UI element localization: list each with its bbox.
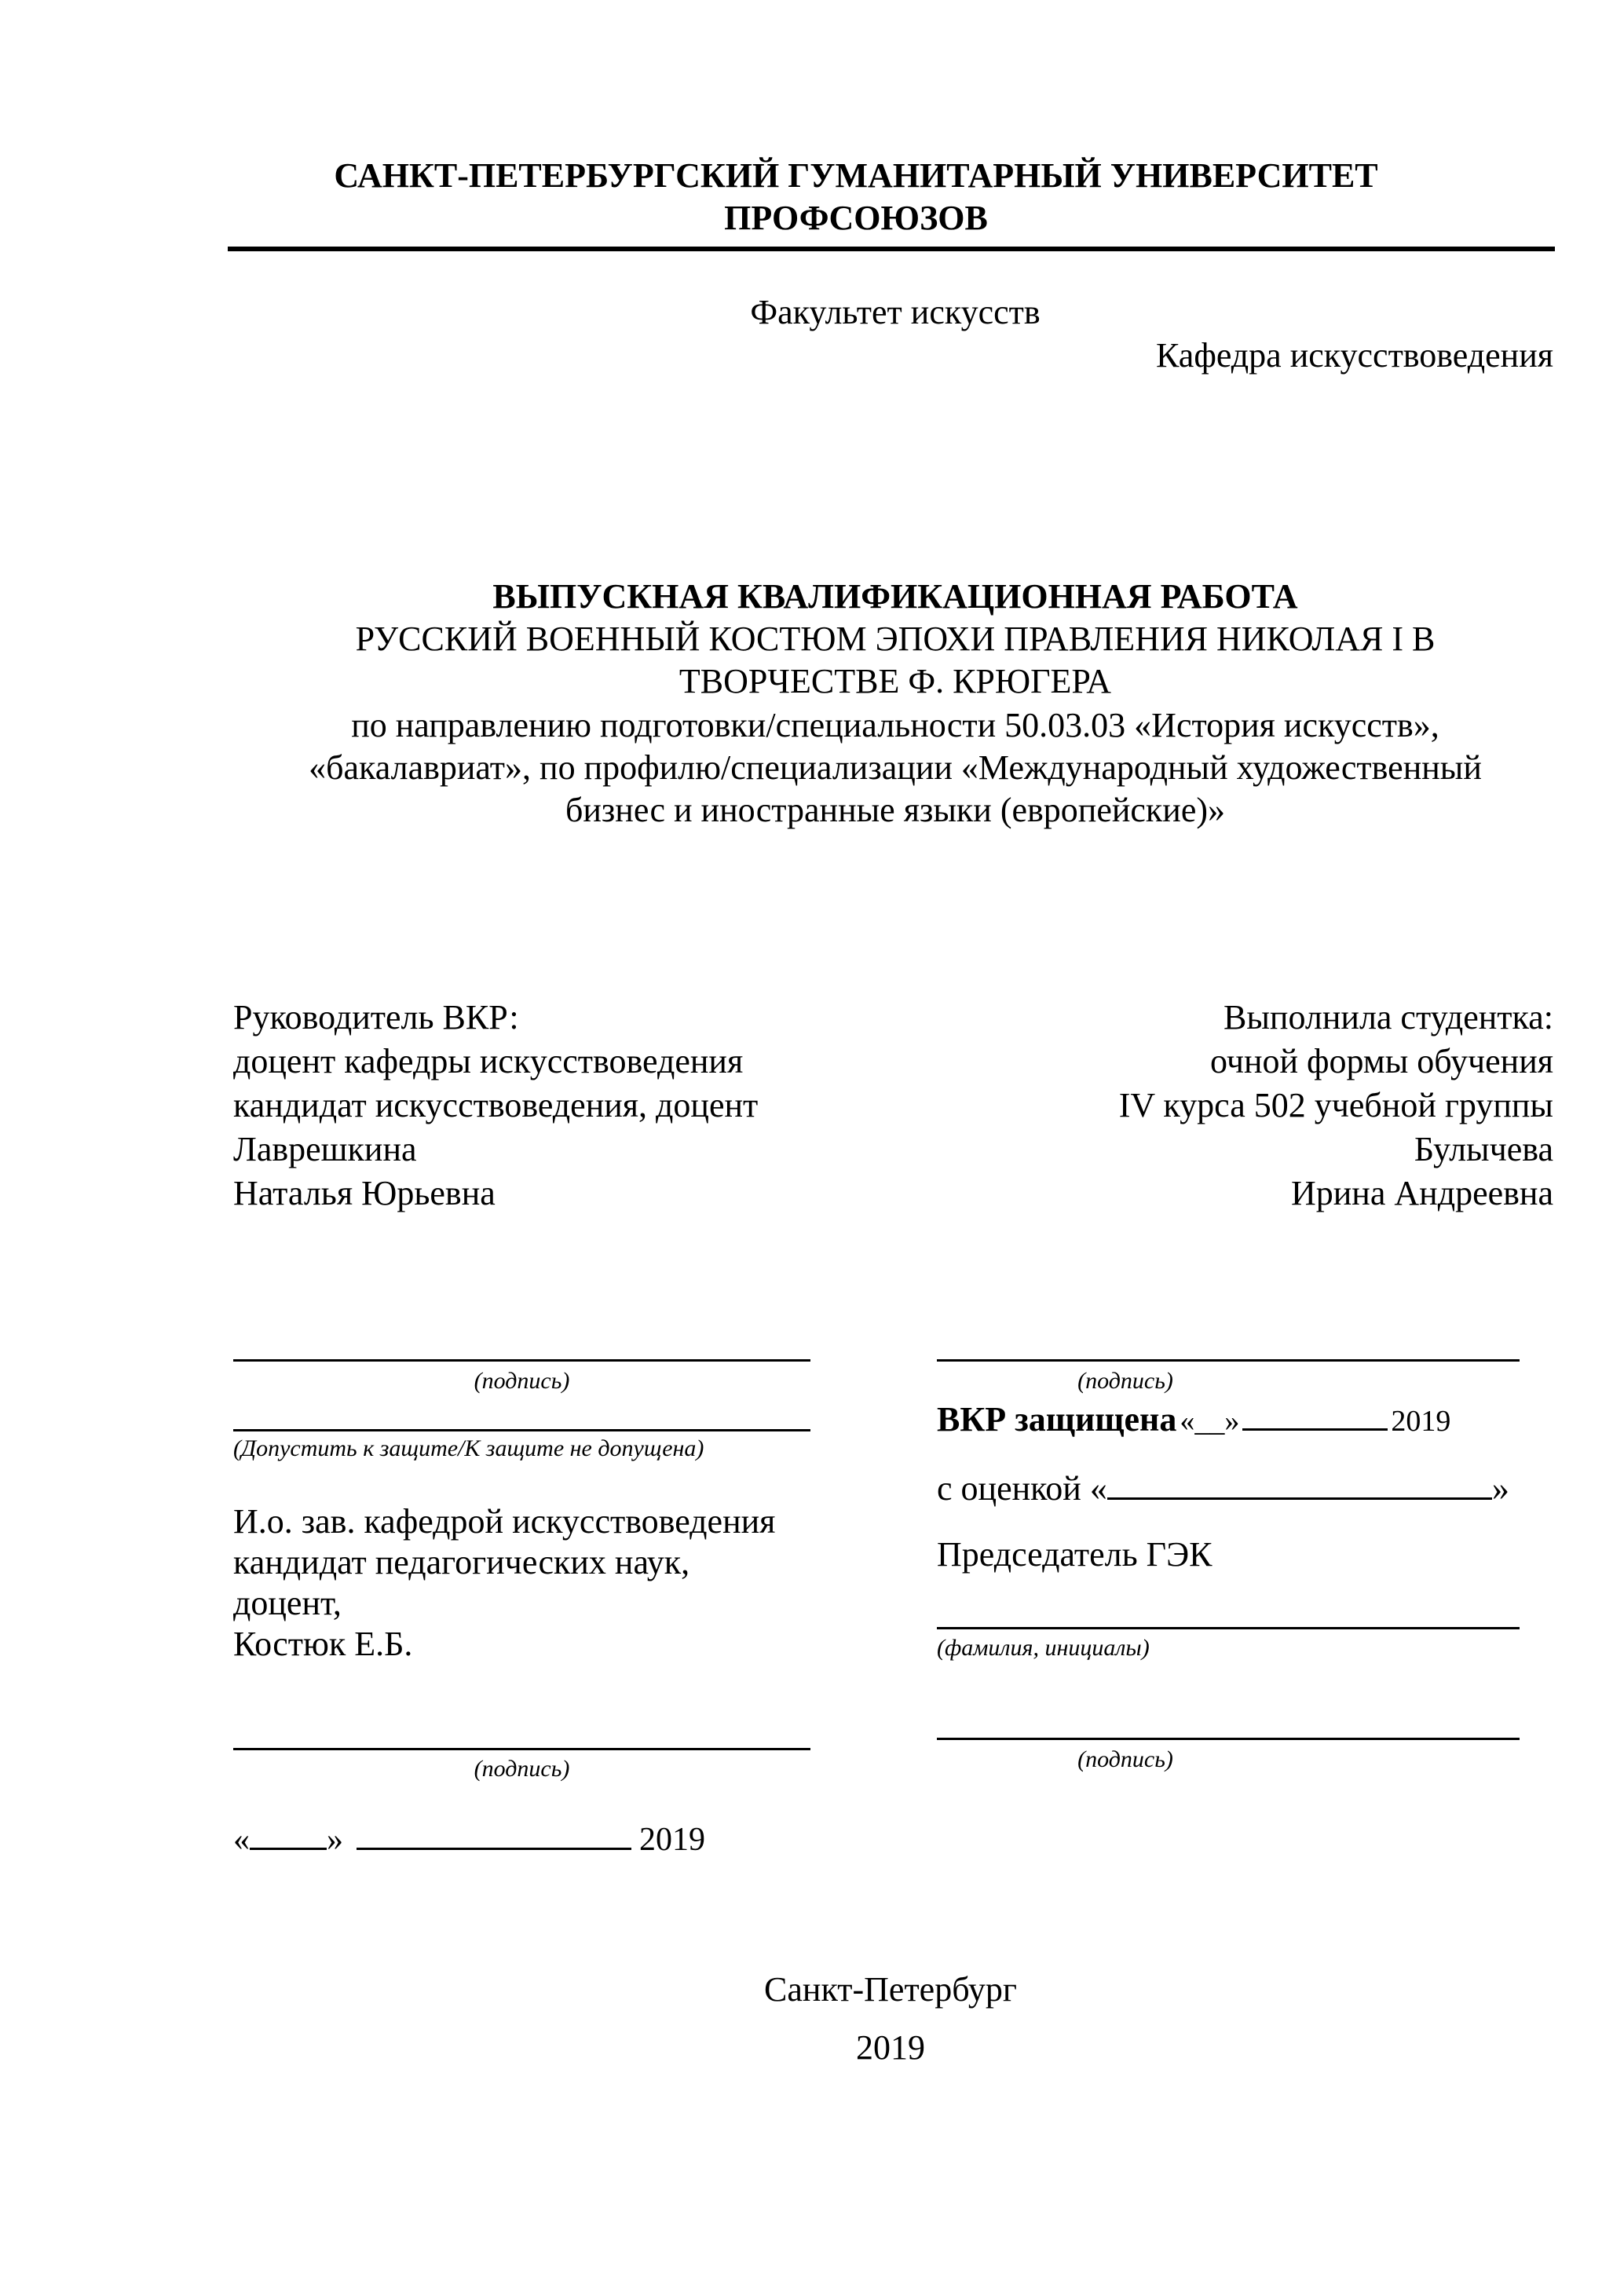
admission-year: 2019 <box>639 1822 705 1858</box>
defended-month-field[interactable] <box>1242 1402 1388 1431</box>
university-name-line2: ПРОФСОЮЗОВ <box>724 199 988 237</box>
admission-date <box>233 1819 830 1861</box>
thesis-title-line1: РУССКИЙ ВОЕННЫЙ КОСТЮМ ЭПОХИ ПРАВЛЕНИЯ НИКОЛАЯ I В <box>355 620 1436 658</box>
student-label: Выполнила студентка: <box>1223 998 1553 1036</box>
header-rule <box>228 247 1555 251</box>
supervisor-signature-caption: (подпись) <box>474 1368 570 1394</box>
student-name: Ирина Андреевна <box>1290 1174 1553 1212</box>
department-head-name: Костюк Е.Б. <box>233 1625 413 1663</box>
thesis-direction-line1: по направлению подготовки/специальности 50.03.03 «История искусств», <box>351 706 1439 744</box>
department-head-signature-line[interactable] <box>233 1748 810 1750</box>
year: 2019 <box>856 2028 925 2067</box>
department-head-rank: доцент, <box>233 1584 342 1622</box>
admission-day-field[interactable] <box>250 1819 327 1850</box>
defended-year: 2019 <box>1391 1405 1451 1438</box>
date-open-quote: « <box>233 1822 250 1858</box>
admission-decision-line[interactable] <box>233 1429 810 1431</box>
supervisor-name: Наталья Юрьевна <box>233 1174 496 1212</box>
defended-label: ВКР защищена <box>937 1400 1177 1439</box>
defense-status-line <box>937 1399 1565 1439</box>
thesis-type: ВЫПУСКНАЯ КВАЛИФИКАЦИОННАЯ РАБОТА <box>492 577 1298 616</box>
student-signature-caption: (подпись) <box>1077 1368 1173 1394</box>
grade-label: с оценкой « <box>937 1469 1107 1508</box>
grade-close-quote: » <box>1491 1469 1509 1508</box>
department-head-signature-caption: (подпись) <box>474 1756 570 1782</box>
chair-name-caption: (фамилия, инициалы) <box>937 1635 1150 1661</box>
admission-month-field[interactable] <box>357 1819 631 1850</box>
student-signature-line[interactable] <box>937 1359 1520 1362</box>
grade-line <box>937 1467 1565 1511</box>
thesis-title-line2: ТВОРЧЕСТВЕ Ф. КРЮГЕРА <box>678 662 1112 700</box>
student-study-form: очной формы обучения <box>1209 1042 1553 1080</box>
chair-name-line[interactable] <box>937 1627 1520 1629</box>
admission-decision-caption: (Допустить к защите/К защите не допущена) <box>233 1435 704 1461</box>
department-head-title: И.о. зав. кафедрой искусствоведения <box>233 1502 776 1541</box>
department-name: Кафедра искусствоведения <box>1156 336 1553 375</box>
supervisor-label: Руководитель ВКР: <box>233 998 519 1036</box>
supervisor-surname: Лаврешкина <box>233 1130 417 1168</box>
thesis-direction-line2: «бакалавриат», по профилю/специализации «Международный художественный <box>309 748 1482 787</box>
chair-signature-caption: (подпись) <box>1077 1746 1173 1772</box>
supervisor-signature-line[interactable] <box>233 1359 810 1362</box>
city: Санкт-Петербург <box>764 1970 1017 2009</box>
faculty-name: Факультет искусств <box>750 293 1041 331</box>
thesis-direction-line3: бизнес и иностранные языки (европейские)» <box>565 791 1226 829</box>
supervisor-position: доцент кафедры искусствоведения <box>233 1042 744 1080</box>
student-group: IV курса 502 учебной группы <box>1118 1086 1553 1124</box>
student-surname: Булычева <box>1414 1130 1553 1168</box>
chair-signature-line[interactable] <box>937 1738 1520 1740</box>
commission-chair-label: Председатель ГЭК <box>937 1535 1213 1574</box>
grade-field[interactable] <box>1107 1468 1492 1500</box>
defended-day-field[interactable]: «__» <box>1180 1405 1240 1438</box>
university-name-line1: САНКТ-ПЕТЕРБУРГСКИЙ ГУМАНИТАРНЫЙ УНИВЕРСИТЕТ <box>334 156 1378 195</box>
supervisor-degree: кандидат искусствоведения, доцент <box>233 1086 759 1124</box>
department-head-degree: кандидат педагогических наук, <box>233 1543 690 1581</box>
date-close-quote: » <box>327 1822 343 1858</box>
